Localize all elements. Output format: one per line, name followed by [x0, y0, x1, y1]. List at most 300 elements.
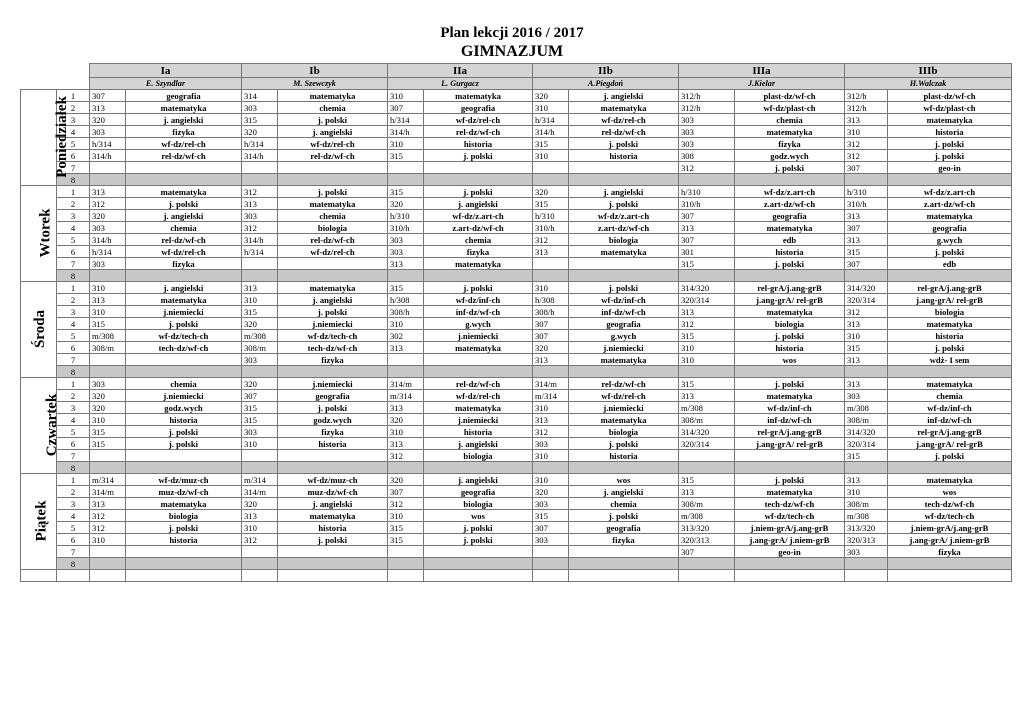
room-cell: 315 [388, 534, 424, 546]
subject-cell: fizyka [278, 426, 388, 438]
room-cell [388, 162, 424, 174]
room-cell [388, 174, 424, 186]
room-cell: 307 [533, 330, 569, 342]
subject-cell [888, 366, 1012, 378]
lesson-number: 8 [57, 270, 90, 282]
room-cell: 310 [90, 534, 126, 546]
subject-cell: wf-dz/tech-ch [735, 510, 845, 522]
timetable [20, 63, 1012, 582]
subject-cell: j. polski [278, 534, 388, 546]
room-cell: 310/h [388, 222, 424, 234]
subject-cell: fizyka [126, 126, 242, 138]
subject-cell [888, 270, 1012, 282]
room-cell [90, 174, 126, 186]
room-cell: 320 [90, 114, 126, 126]
room-cell: 310 [388, 510, 424, 522]
room-cell [533, 546, 569, 558]
subject-cell [424, 174, 533, 186]
subject-cell: wf-dz/inf-ch [424, 294, 533, 306]
subject-cell: g.wych [888, 234, 1012, 246]
subject-cell: j. angielski [278, 498, 388, 510]
lesson-row [21, 186, 1012, 198]
room-cell [533, 558, 569, 570]
class-name-header: Ib [242, 64, 388, 78]
subject-cell [569, 366, 679, 378]
room-cell: 320 [242, 126, 278, 138]
subject-cell: j.niemiecki [278, 378, 388, 390]
lesson-row [21, 234, 1012, 246]
lesson-number: 5 [57, 234, 90, 246]
room-cell: 320 [388, 474, 424, 486]
subject-cell: historia [424, 426, 533, 438]
room-cell: 320/314 [845, 438, 888, 450]
room-cell: 315 [845, 342, 888, 354]
room-cell: 303 [242, 210, 278, 222]
subject-cell: wf-dz/rel-ch [424, 114, 533, 126]
lesson-number: 5 [57, 522, 90, 534]
subject-cell: godz.wych [278, 414, 388, 426]
lesson-row [21, 330, 1012, 342]
subject-cell: j.niem-grA/j.ang-grB [735, 522, 845, 534]
empty-cell [242, 570, 278, 582]
room-cell: 314/m [242, 486, 278, 498]
subject-cell: geo-in [735, 546, 845, 558]
lesson-number: 5 [57, 330, 90, 342]
room-cell: 310 [388, 90, 424, 102]
subject-cell: muz-dz/wf-ch [126, 486, 242, 498]
room-cell: 308/m [679, 498, 735, 510]
subject-cell: j. polski [278, 402, 388, 414]
room-cell: m/308 [845, 510, 888, 522]
room-cell [242, 162, 278, 174]
subject-cell: inf-dz/wf-ch [569, 306, 679, 318]
subject-cell: j. polski [735, 474, 845, 486]
subject-cell: wf-dz/z.art-ch [424, 210, 533, 222]
room-cell: 320 [533, 486, 569, 498]
lesson-row [21, 450, 1012, 462]
room-cell [90, 546, 126, 558]
lesson-row [21, 534, 1012, 546]
room-cell: 320/314 [845, 294, 888, 306]
subject-cell: geo-in [888, 162, 1012, 174]
room-cell: 307 [845, 162, 888, 174]
room-cell: 315 [388, 150, 424, 162]
subject-cell: j. polski [278, 114, 388, 126]
room-cell: 303 [242, 102, 278, 114]
room-cell: 307 [679, 210, 735, 222]
class-name-header: IIIb [845, 64, 1012, 78]
room-cell: 303 [845, 390, 888, 402]
room-cell: h/310 [388, 210, 424, 222]
day-label: Czwartek [44, 393, 61, 457]
lesson-row [21, 546, 1012, 558]
subject-cell: matematyka [278, 510, 388, 522]
subject-cell: z.art-dz/wf-ch [569, 222, 679, 234]
subject-cell: biologia [569, 234, 679, 246]
subject-cell: z.art-dz/wf-ch [735, 198, 845, 210]
subject-cell [278, 258, 388, 270]
room-cell: 314/h [90, 234, 126, 246]
room-cell: 313 [845, 114, 888, 126]
subject-cell: historia [735, 246, 845, 258]
subject-cell: historia [569, 150, 679, 162]
lesson-row [21, 114, 1012, 126]
lesson-row [21, 342, 1012, 354]
lesson-row [21, 222, 1012, 234]
subject-cell: j. polski [424, 186, 533, 198]
subject-cell [569, 174, 679, 186]
room-cell: 315 [90, 318, 126, 330]
subject-cell [278, 450, 388, 462]
lesson-number: 5 [57, 426, 90, 438]
subject-cell: j.ang-grA/ rel-grB [888, 438, 1012, 450]
lesson-number: 7 [57, 450, 90, 462]
room-cell [90, 558, 126, 570]
lesson-row [21, 318, 1012, 330]
subject-cell: j. polski [569, 198, 679, 210]
room-cell: 312/h [679, 102, 735, 114]
room-cell: 314/320 [679, 282, 735, 294]
room-cell: 303 [90, 258, 126, 270]
subject-cell: matematyka [126, 186, 242, 198]
lesson-number: 4 [57, 222, 90, 234]
subject-cell: j. polski [424, 282, 533, 294]
room-cell: m/308 [90, 330, 126, 342]
room-cell [90, 162, 126, 174]
room-cell: h/314 [242, 138, 278, 150]
subject-cell: wf-dz/rel-ch [569, 390, 679, 402]
empty-cell [21, 570, 57, 582]
class-teacher-header: H.Walczak [845, 78, 1012, 90]
room-cell: h/310 [679, 186, 735, 198]
empty-cell [57, 570, 90, 582]
room-cell [242, 558, 278, 570]
subject-cell [735, 270, 845, 282]
room-cell: 313 [679, 306, 735, 318]
subject-cell: historia [126, 414, 242, 426]
lesson-number: 1 [57, 474, 90, 486]
lesson-row [21, 294, 1012, 306]
subject-cell: inf-dz/wf-ch [735, 414, 845, 426]
room-cell [679, 366, 735, 378]
subject-cell: g.wych [569, 330, 679, 342]
room-cell: 303 [242, 354, 278, 366]
subject-cell: j. angielski [278, 126, 388, 138]
room-cell: 307 [679, 546, 735, 558]
room-cell: 308 [679, 150, 735, 162]
subject-cell: geografia [278, 390, 388, 402]
subject-cell [888, 462, 1012, 474]
room-cell: 320 [90, 210, 126, 222]
lesson-number: 4 [57, 414, 90, 426]
room-cell [242, 258, 278, 270]
subject-cell [424, 354, 533, 366]
subject-cell: j. angielski [424, 474, 533, 486]
room-cell: 320 [533, 186, 569, 198]
subject-cell: rel-dz/wf-ch [278, 150, 388, 162]
subject-cell [424, 546, 533, 558]
room-cell [242, 366, 278, 378]
subject-cell: j. polski [126, 522, 242, 534]
room-cell: 315 [242, 114, 278, 126]
room-cell [533, 174, 569, 186]
lesson-number: 6 [57, 534, 90, 546]
lesson-number: 8 [57, 462, 90, 474]
subject-cell: j. polski [126, 198, 242, 210]
room-cell [90, 462, 126, 474]
lesson-number: 6 [57, 246, 90, 258]
lesson-number: 1 [57, 90, 90, 102]
room-cell [845, 270, 888, 282]
lesson-row [21, 198, 1012, 210]
subject-cell [278, 270, 388, 282]
room-cell [242, 270, 278, 282]
lesson-number: 1 [57, 378, 90, 390]
empty-cell [90, 570, 126, 582]
lesson-row [21, 402, 1012, 414]
room-cell: 303 [845, 546, 888, 558]
lesson-number: 8 [57, 174, 90, 186]
room-cell: 320 [388, 198, 424, 210]
subject-cell: j. polski [278, 306, 388, 318]
subject-cell: j.niemiecki [424, 330, 533, 342]
room-cell: 314/320 [845, 282, 888, 294]
room-cell: 303 [90, 378, 126, 390]
subject-cell: wf-dz/rel-ch [569, 114, 679, 126]
room-cell: 313 [90, 186, 126, 198]
subject-cell: tech-dz/wf-ch [126, 342, 242, 354]
class-name-header: Ia [90, 64, 242, 78]
empty-cell [533, 570, 569, 582]
subject-cell: geografia [569, 318, 679, 330]
room-cell [388, 558, 424, 570]
subject-cell: j. polski [569, 510, 679, 522]
room-cell: 320 [533, 342, 569, 354]
room-cell: 315 [679, 378, 735, 390]
room-cell: 312 [388, 498, 424, 510]
lesson-number: 2 [57, 486, 90, 498]
room-cell: 314/h [242, 234, 278, 246]
subject-cell: j. polski [888, 138, 1012, 150]
subject-cell: wf-dz/rel-ch [424, 390, 533, 402]
subject-cell: j. polski [735, 378, 845, 390]
room-cell: 315 [90, 438, 126, 450]
room-cell: 314/h [388, 126, 424, 138]
room-cell: h/314 [242, 246, 278, 258]
subject-cell: j. angielski [569, 486, 679, 498]
room-cell: 315 [388, 282, 424, 294]
subject-cell: chemia [126, 222, 242, 234]
room-cell: 320 [242, 498, 278, 510]
room-cell: 308/m [679, 414, 735, 426]
room-cell: m/314 [388, 390, 424, 402]
room-cell: 313 [388, 342, 424, 354]
room-cell: 315 [845, 246, 888, 258]
subject-cell: j.ang-grA/ rel-grB [735, 294, 845, 306]
lesson-number: 7 [57, 162, 90, 174]
room-cell: 310/h [533, 222, 569, 234]
room-cell: 320/314 [679, 294, 735, 306]
empty-cell [278, 570, 388, 582]
subject-cell [126, 558, 242, 570]
lesson-row [21, 462, 1012, 474]
room-cell [388, 462, 424, 474]
subject-cell [278, 174, 388, 186]
subject-cell: j. angielski [569, 90, 679, 102]
subject-cell: wf-dz/inf-ch [735, 402, 845, 414]
subject-cell: wf-dz/inf-ch [569, 294, 679, 306]
room-cell: 314/h [242, 150, 278, 162]
subject-cell: rel-dz/wf-ch [126, 234, 242, 246]
room-cell: 303 [533, 438, 569, 450]
subject-cell: tech-dz/wf-ch [735, 498, 845, 510]
room-cell: 313 [533, 246, 569, 258]
subject-cell: wf-dz/plast-ch [888, 102, 1012, 114]
subject-cell: wf-dz/z.art-ch [888, 186, 1012, 198]
subject-cell: chemia [126, 378, 242, 390]
room-cell: 310 [845, 126, 888, 138]
room-cell [845, 366, 888, 378]
subject-cell: muz-dz/wf-ch [278, 486, 388, 498]
subject-cell: j. polski [126, 426, 242, 438]
subject-cell: geografia [735, 210, 845, 222]
empty-cell [569, 570, 679, 582]
subject-cell: j.ang-grA/ j.niem-grB [735, 534, 845, 546]
subject-cell: godz.wych [735, 150, 845, 162]
teacher-header-row [21, 78, 1012, 90]
subject-cell: chemia [278, 102, 388, 114]
room-cell: 307 [533, 318, 569, 330]
room-cell: 310 [533, 150, 569, 162]
room-cell: 314/m [90, 486, 126, 498]
subject-cell: historia [278, 522, 388, 534]
lesson-row [21, 510, 1012, 522]
subject-cell: historia [569, 450, 679, 462]
empty-cell [735, 570, 845, 582]
subject-cell: j. polski [424, 534, 533, 546]
subject-cell: matematyka [126, 294, 242, 306]
room-cell: m/308 [679, 510, 735, 522]
lesson-number: 7 [57, 546, 90, 558]
room-cell: 310/h [679, 198, 735, 210]
room-cell: h/308 [388, 294, 424, 306]
lesson-row [21, 522, 1012, 534]
subject-cell: j. polski [735, 258, 845, 270]
subject-cell: biologia [888, 306, 1012, 318]
subject-cell: rel-dz/wf-ch [424, 378, 533, 390]
lesson-row [21, 126, 1012, 138]
room-cell: 314/m [388, 378, 424, 390]
room-cell [388, 270, 424, 282]
subject-cell: matematyka [569, 354, 679, 366]
subject-cell: rel-grA/j.ang-grB [888, 282, 1012, 294]
room-cell: 303 [388, 246, 424, 258]
room-cell: 315 [533, 198, 569, 210]
subject-cell: wf-dz/tech-ch [278, 330, 388, 342]
subject-cell: biologia [424, 498, 533, 510]
subject-cell: j. polski [278, 186, 388, 198]
lesson-number: 5 [57, 138, 90, 150]
room-cell [242, 450, 278, 462]
subject-cell: historia [126, 534, 242, 546]
room-cell: 310 [679, 354, 735, 366]
room-cell: 313 [679, 486, 735, 498]
subject-cell: j. polski [126, 438, 242, 450]
page-subtitle: GIMNAZJUM [460, 43, 564, 60]
room-cell [90, 450, 126, 462]
lesson-row [21, 174, 1012, 186]
room-cell: 313 [242, 198, 278, 210]
subject-cell: j. polski [569, 438, 679, 450]
class-teacher-header: L. Gurgacz [388, 78, 533, 90]
lesson-number: 8 [57, 366, 90, 378]
room-cell: 303 [533, 498, 569, 510]
room-cell: 303 [90, 222, 126, 234]
room-cell: 310 [533, 474, 569, 486]
day-label-cell [21, 186, 57, 282]
room-cell: 303 [679, 138, 735, 150]
room-cell: 313 [388, 438, 424, 450]
room-cell: 312 [533, 234, 569, 246]
room-cell: 303 [242, 426, 278, 438]
subject-cell: g.wych [424, 318, 533, 330]
subject-cell: rel-grA/j.ang-grB [888, 426, 1012, 438]
room-cell: 320 [533, 90, 569, 102]
subject-cell: wf-dz/rel-ch [278, 138, 388, 150]
room-cell: 320/313 [845, 534, 888, 546]
room-cell: 312 [845, 138, 888, 150]
subject-cell: historia [888, 126, 1012, 138]
room-cell: 315 [242, 414, 278, 426]
lesson-number: 3 [57, 402, 90, 414]
room-cell: 307 [90, 90, 126, 102]
subject-cell [126, 546, 242, 558]
subject-cell: geografia [424, 486, 533, 498]
room-cell: 312/h [679, 90, 735, 102]
room-cell [90, 354, 126, 366]
subject-cell: j. polski [888, 246, 1012, 258]
subject-cell [569, 258, 679, 270]
subject-cell: rel-grA/j.ang-grB [735, 282, 845, 294]
subject-cell [888, 558, 1012, 570]
room-cell: 312 [679, 318, 735, 330]
subject-cell: wdż- I sem [888, 354, 1012, 366]
subject-cell [424, 558, 533, 570]
room-cell: 308/h [533, 306, 569, 318]
subject-cell: j. polski [424, 150, 533, 162]
room-cell: 315 [388, 522, 424, 534]
room-cell: 315 [242, 402, 278, 414]
room-cell: 313 [845, 378, 888, 390]
subject-cell [126, 162, 242, 174]
subject-cell: j.niemiecki [569, 342, 679, 354]
subject-cell: wf-dz/rel-ch [126, 138, 242, 150]
subject-cell [424, 462, 533, 474]
room-cell: 314/320 [679, 426, 735, 438]
lesson-number: 4 [57, 126, 90, 138]
room-cell: m/314 [242, 474, 278, 486]
subject-cell: j.ang-grA/ rel-grB [888, 294, 1012, 306]
room-cell: 310 [679, 342, 735, 354]
subject-cell: rel-dz/wf-ch [126, 150, 242, 162]
room-cell: h/308 [533, 294, 569, 306]
room-cell: 313 [90, 102, 126, 114]
subject-cell: geografia [569, 522, 679, 534]
room-cell [845, 174, 888, 186]
lesson-number: 6 [57, 438, 90, 450]
room-cell [679, 450, 735, 462]
subject-cell: j.niem-grA/j.ang-grB [888, 522, 1012, 534]
